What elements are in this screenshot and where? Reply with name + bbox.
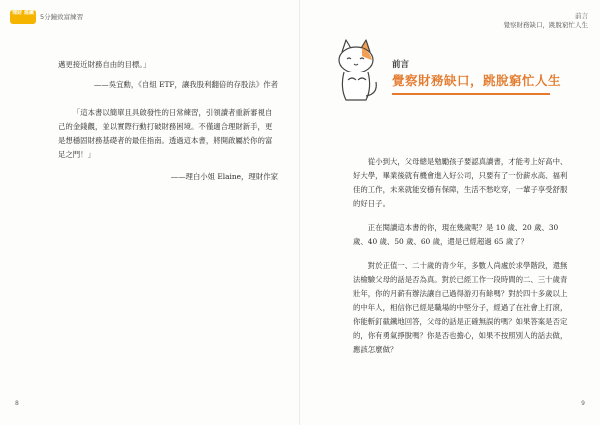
- chapter-title-underline: [392, 93, 550, 95]
- series-logo: [10, 10, 36, 24]
- right-page: [300, 0, 600, 425]
- running-header-chapter-label: 前言: [575, 12, 588, 20]
- endorsement-paragraph: 「這本書以簡單且具啟發性的日常練習，引領讀者重新審視自己的金錢觀，並以實際行動打破財務困境。不僅適合理財新手，更是想穩固財務基礎者的最佳指南。透過這本書，將開啟屬於你的富足之門！」: [58, 108, 273, 159]
- body-paragraph: 對於正值一、二十歲的青少年，多數人尚處於求學階段，還無法檢驗父母的話是否為真。對於已經工作一段時間的二、三十歲青壯年，你的月薪有辦法讓自己過得游刃有餘嗎？對於四十多歲以上的中年人，相信你已經是職場的中堅分子，經過了在社會上打滾，你能斬釘截鐵地回答，父母的話是正確無誤的嗎？如果答案是否定的，你有勇氣掙脫嗎？你是否也擔心，如果不按照別人的話去做，應該怎麼做？: [353, 261, 568, 354]
- page-number-left: 8: [15, 400, 19, 407]
- page-number-right: 9: [581, 400, 585, 407]
- body-paragraph: 正在閱讀這本書的你，現在幾歲呢？是 10 歲、20 歲、30 歲、40 歲、50 歲、60 歲，還是已經超過 65 歲了？: [353, 223, 559, 246]
- cat-illustration: [332, 38, 380, 104]
- left-page-body: [58, 58, 278, 198]
- chapter-title: 覺察財務缺口，跳脫窮忙人生: [392, 73, 562, 88]
- body-paragraph: 從小到大，父母總是勉勵孩子要認真讀書，才能考上好高中、好大學，畢業後就有機會進入好公司，只要有了一份薪水高、福利佳的工作，未來就能安穩有保障，生活不愁吃穿，一輩子享受舒服的好日子。: [353, 157, 568, 208]
- quote-end-text: 邁更接近財務自由的目標。」: [58, 60, 151, 69]
- running-header-chapter-subtitle: 覺察財務缺口，跳脫窮忙人生: [503, 21, 588, 29]
- chapter-label: 前言: [392, 60, 410, 70]
- series-logo-text: 理財 通識: [12, 10, 34, 16]
- quote-attribution: ——吳宜勳，《自組 ETF，讓我股利翻倍的存股法》作者: [93, 80, 278, 89]
- endorsement-attribution: ——理白小姐 Elaine，理財作家: [170, 172, 278, 181]
- series-title: 5分鐘致富練習: [40, 13, 84, 21]
- right-page-body: [353, 155, 573, 367]
